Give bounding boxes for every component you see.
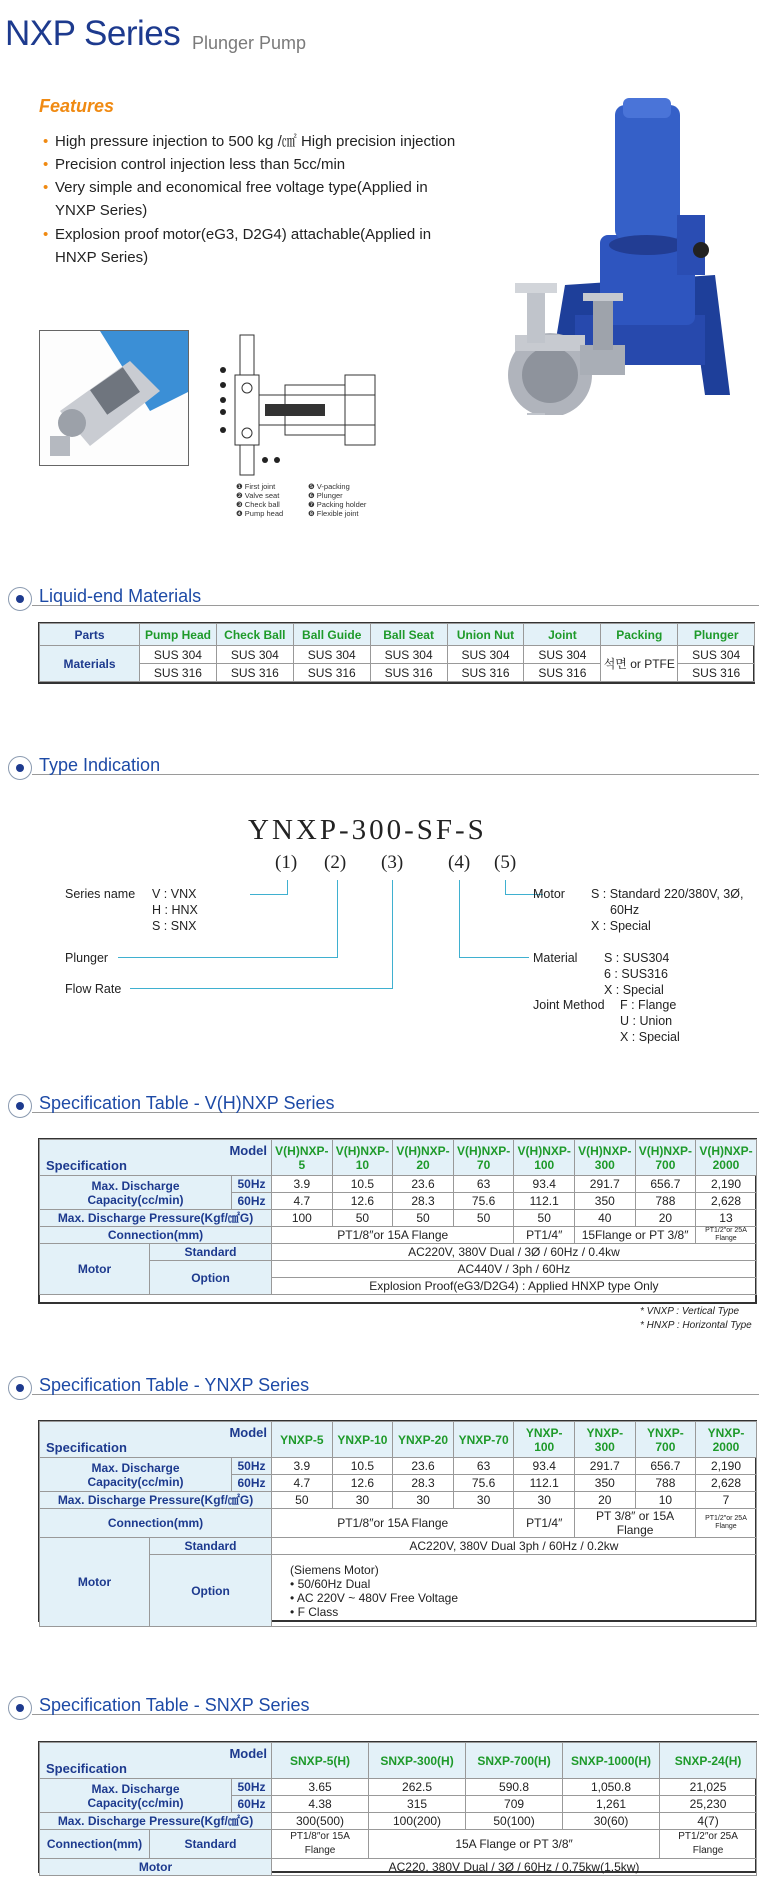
joint-values: F : Flange U : Union X : Special (620, 998, 680, 1044)
feature-item: • Precision control injection less than 5cc/min (43, 153, 483, 176)
cell: 3.65 (272, 1779, 369, 1796)
cell: 4(7) (660, 1813, 757, 1830)
section-bullet-icon (8, 756, 32, 780)
cell: 15A Flange or PT 3/8″ (369, 1830, 660, 1859)
cell: 7 (696, 1492, 757, 1509)
cell: 20 (575, 1492, 636, 1509)
model-header: SNXP-700(H) (466, 1743, 563, 1779)
model-header: YNXP-100 (514, 1422, 575, 1458)
model-header: V(H)NXP-5 (272, 1140, 333, 1176)
cell: 75.6 (453, 1475, 514, 1492)
col-header: Union Nut (447, 624, 524, 646)
diagram-legend-left: ❶ First joint ❷ Valve seat ❸ Check ball ❹ Pump head (236, 482, 284, 518)
page-title: NXP Series (5, 14, 181, 53)
cell: 28.3 (393, 1475, 454, 1492)
cell: 1,261 (563, 1796, 660, 1813)
model-header: SNXP-1000(H) (563, 1743, 660, 1779)
cell: 23.6 (393, 1458, 454, 1475)
joint-method-label: Joint Method (533, 998, 605, 1012)
cell: 12.6 (332, 1193, 393, 1210)
cell: AC220, 380V Dual / 3Ø / 60Hz / 0.75kw(1.5kw) (272, 1859, 757, 1876)
model-header: V(H)NXP- 2000 (696, 1140, 757, 1176)
cell: 30 (393, 1492, 454, 1509)
cell: 709 (466, 1796, 563, 1813)
col-header: Pump Head (140, 624, 217, 646)
col-header: Ball Guide (293, 624, 370, 646)
cell: 40 (575, 1210, 636, 1227)
snxp-spec-table (39, 1742, 757, 1876)
cell: 300(500) (272, 1813, 369, 1830)
cell: AC440V / 3ph / 60Hz (272, 1261, 757, 1278)
cell: 23.6 (393, 1176, 454, 1193)
cell: PT1/8″or 15A Flange (272, 1227, 514, 1244)
cell: SUS 304 (140, 646, 217, 664)
cell: 93.4 (514, 1458, 575, 1475)
model-label: Model (229, 1143, 268, 1158)
section-title: Specification Table - V(H)NXP Series (39, 1093, 335, 1113)
specification-label: Specification (46, 1440, 127, 1455)
cell: SUS 316 (447, 664, 524, 682)
hz50-label: 50Hz (232, 1176, 272, 1193)
spec-model-header (40, 1422, 272, 1458)
section-bullet-icon (8, 1094, 32, 1118)
cell: 788 (635, 1193, 696, 1210)
hz60-label: 60Hz (232, 1475, 272, 1492)
specification-label: Specification (46, 1158, 127, 1173)
section-bullet-icon (8, 587, 32, 611)
capacity-label: Max. Discharge Capacity(cc/min) (40, 1458, 232, 1492)
cell: 2,190 (696, 1176, 757, 1193)
connection-label: Connection(mm) (40, 1830, 150, 1859)
cell: 30 (453, 1492, 514, 1509)
cell: 2,628 (696, 1193, 757, 1210)
cell: 100(200) (369, 1813, 466, 1830)
cell: PT 3/8″ or 15A Flange (575, 1509, 696, 1538)
col-header: Ball Seat (370, 624, 447, 646)
section-header-liquid (8, 583, 759, 613)
connection-label: Connection(mm) (40, 1509, 272, 1538)
plunger-label: Plunger (65, 951, 109, 965)
plunger-closeup-image (39, 330, 189, 466)
feature-item: • High pressure injection to 500 kg /㎠ High precision injection (43, 130, 483, 153)
model-header: YNXP-70 (453, 1422, 514, 1458)
cell: 656.7 (635, 1458, 696, 1475)
model-header: YNXP-20 (393, 1422, 454, 1458)
cell: 75.6 (453, 1193, 514, 1210)
model-header: V(H)NXP- 100 (514, 1140, 575, 1176)
cell: SUS 316 (293, 664, 370, 682)
cell: SUS 304 (293, 646, 370, 664)
hz50-label: 50Hz (232, 1458, 272, 1475)
cell: SUS 304 (524, 646, 601, 664)
col-header: Packing (601, 624, 678, 646)
model-header: YNXP-5 (272, 1422, 333, 1458)
cell: 1,050.8 (563, 1779, 660, 1796)
cell: 12.6 (332, 1475, 393, 1492)
cell: 112.1 (514, 1475, 575, 1492)
cell: 315 (369, 1796, 466, 1813)
parts-label: Parts (40, 624, 140, 646)
specification-label: Specification (46, 1761, 127, 1776)
hz60-label: 60Hz (232, 1796, 272, 1813)
ynxp-spec-table (39, 1421, 757, 1627)
cell: 2,628 (696, 1475, 757, 1492)
cell: 656.7 (635, 1176, 696, 1193)
cell: SUS 304 (370, 646, 447, 664)
page-subtitle: Plunger Pump (192, 33, 307, 53)
cell: 50 (514, 1210, 575, 1227)
cell: 93.4 (514, 1176, 575, 1193)
motor-label: Motor (533, 887, 565, 901)
cell: PT1/2″or 25A Flange (696, 1227, 757, 1244)
cell: 30(60) (563, 1813, 660, 1830)
cell: 4.7 (272, 1193, 333, 1210)
model-header: SNXP-5(H) (272, 1743, 369, 1779)
type-num-3: (3) (381, 852, 404, 873)
cell: 25,230 (660, 1796, 757, 1813)
model-header: V(H)NXP- 70 (453, 1140, 514, 1176)
model-header: YNXP-10 (332, 1422, 393, 1458)
materials-label: Materials (40, 646, 140, 682)
section-header-vhnxp (8, 1090, 759, 1120)
cell: 50 (453, 1210, 514, 1227)
pump-product-image (505, 95, 745, 415)
model-label: Model (229, 1425, 268, 1440)
cell: PT1/8″or 15A Flange (272, 1830, 369, 1859)
cell: 63 (453, 1458, 514, 1475)
cell: 788 (635, 1475, 696, 1492)
cell: SUS 304 (216, 646, 293, 664)
cell: SUS 304 (678, 646, 755, 664)
section-header-ynxp (8, 1372, 759, 1402)
hz60-label: 60Hz (232, 1193, 272, 1210)
cell: PT1/8″or 15A Flange (272, 1509, 514, 1538)
type-num-1: (1) (275, 852, 298, 873)
cell: PT1/4″ (514, 1227, 575, 1244)
cell: 100 (272, 1210, 333, 1227)
standard-label: Standard (150, 1538, 272, 1555)
motor-label: Motor (40, 1538, 150, 1627)
diagram-legend-right: ❺ V-packing ❻ Plunger ❼ Packing holder ❽ Flexible joint (308, 482, 367, 518)
standard-label: Standard (150, 1244, 272, 1261)
cell: 4.7 (272, 1475, 333, 1492)
model-header: YNXP-700 (635, 1422, 696, 1458)
liquid-end-table (39, 623, 755, 682)
cell: 30 (514, 1492, 575, 1509)
cell: SUS 316 (370, 664, 447, 682)
cell: 10 (635, 1492, 696, 1509)
col-header: Joint (524, 624, 601, 646)
spec-model-header (40, 1140, 272, 1176)
pressure-label: Max. Discharge Pressure(Kgf/㎠G) (40, 1492, 272, 1509)
feature-item: • Explosion proof motor(eG3, D2G4) attachable(Applied in HNXP Series) (43, 223, 483, 269)
cell: SUS 304 (447, 646, 524, 664)
cell: 3.9 (272, 1176, 333, 1193)
type-num-5: (5) (494, 852, 517, 873)
cell: 590.8 (466, 1779, 563, 1796)
cell: 63 (453, 1176, 514, 1193)
cell: 13 (696, 1210, 757, 1227)
cell: 3.9 (272, 1458, 333, 1475)
type-code: YNXP-300-SF-S (248, 814, 487, 846)
model-header: V(H)NXP- 700 (635, 1140, 696, 1176)
spec-model-header (40, 1743, 272, 1779)
motor-label: Motor (40, 1859, 272, 1876)
type-num-4: (4) (448, 852, 471, 873)
cross-section-diagram (205, 330, 385, 480)
pressure-label: Max. Discharge Pressure(Kgf/㎠G) (40, 1210, 272, 1227)
cell: 350 (575, 1193, 636, 1210)
cell: 350 (575, 1475, 636, 1492)
model-header: YNXP- 2000 (696, 1422, 757, 1458)
col-header: Plunger (678, 624, 755, 646)
model-header: SNXP-300(H) (369, 1743, 466, 1779)
section-bullet-icon (8, 1376, 32, 1400)
cell: 50 (332, 1210, 393, 1227)
hz50-label: 50Hz (232, 1779, 272, 1796)
cell: 50(100) (466, 1813, 563, 1830)
cell: 15Flange or PT 3/8″ (575, 1227, 696, 1244)
cell: SUS 316 (216, 664, 293, 682)
option-cell: (Siemens Motor) • 50/60Hz Dual • AC 220V ~ 480V Free Voltage • F Class (272, 1555, 757, 1627)
standard-label: Standard (150, 1830, 272, 1859)
cell: 291.7 (575, 1458, 636, 1475)
type-num-2: (2) (324, 852, 347, 873)
cell: 4.38 (272, 1796, 369, 1813)
cell: AC220V, 380V Dual / 3Ø / 60Hz / 0.4kw (272, 1244, 757, 1261)
cell: SUS 316 (678, 664, 755, 682)
model-header: V(H)NXP- 10 (332, 1140, 393, 1176)
section-title: Type Indication (39, 755, 161, 775)
cell: 28.3 (393, 1193, 454, 1210)
cell: 112.1 (514, 1193, 575, 1210)
cell: SUS 316 (524, 664, 601, 682)
option-label: Option (150, 1555, 272, 1627)
features-heading: Features (39, 96, 115, 116)
material-values: S : SUS304 6 : SUS316 X : Special (604, 951, 670, 997)
cell: 30 (332, 1492, 393, 1509)
model-header: V(H)NXP- 20 (393, 1140, 454, 1176)
series-name-label: Series name (65, 887, 136, 901)
flow-rate-label: Flow Rate (65, 982, 122, 996)
pressure-label: Max. Discharge Pressure(Kgf/㎠G) (40, 1813, 272, 1830)
cell: PT1/2″or 25A Flange (696, 1509, 757, 1538)
section-bullet-icon (8, 1696, 32, 1720)
cell: 50 (393, 1210, 454, 1227)
note-vnxp: * VNXP : Vertical Type (640, 1306, 740, 1317)
motor-values: S : Standard 220/380V, 3Ø, 60Hz X : Special (591, 887, 744, 933)
connection-label: Connection(mm) (40, 1227, 272, 1244)
motor-label: Motor (40, 1244, 150, 1295)
cell: SUS 316 (140, 664, 217, 682)
cell: 20 (635, 1210, 696, 1227)
cell: 2,190 (696, 1458, 757, 1475)
option-label: Option (150, 1261, 272, 1295)
capacity-label: Max. Discharge Capacity(cc/min) (40, 1779, 232, 1813)
series-values: V : VNX H : HNX S : SNX (152, 887, 198, 933)
model-header: SNXP-24(H) (660, 1743, 757, 1779)
section-title: Specification Table - SNXP Series (39, 1695, 310, 1715)
cell: 262.5 (369, 1779, 466, 1796)
feature-item: • Very simple and economical free voltage type(Applied in YNXP Series) (43, 176, 483, 222)
cell: 50 (272, 1492, 333, 1509)
cell: 291.7 (575, 1176, 636, 1193)
note-hnxp: * HNXP : Horizontal Type (640, 1320, 752, 1331)
cell: Explosion Proof(eG3/D2G4) : Applied HNXP type Only (272, 1278, 757, 1295)
model-header: YNXP-300 (575, 1422, 636, 1458)
section-header-snxp (8, 1692, 759, 1722)
cell: PT1/2″or 25A Flange (660, 1830, 757, 1859)
section-title: Liquid-end Materials (39, 586, 202, 606)
vhnxp-spec-table (39, 1139, 757, 1295)
col-header: Check Ball (216, 624, 293, 646)
packing-cell: 석면 or PTFE (601, 646, 678, 682)
model-header: V(H)NXP- 300 (575, 1140, 636, 1176)
section-title: Specification Table - YNXP Series (39, 1375, 310, 1395)
model-label: Model (229, 1746, 268, 1761)
capacity-label: Max. Discharge Capacity(cc/min) (40, 1176, 232, 1210)
cell: 10.5 (332, 1458, 393, 1475)
cell: 21,025 (660, 1779, 757, 1796)
material-label: Material (533, 951, 578, 965)
cell: 10.5 (332, 1176, 393, 1193)
section-header-type (8, 752, 759, 782)
cell: PT1/4″ (514, 1509, 575, 1538)
cell: AC220V, 380V Dual 3ph / 60Hz / 0.2kw (272, 1538, 757, 1555)
